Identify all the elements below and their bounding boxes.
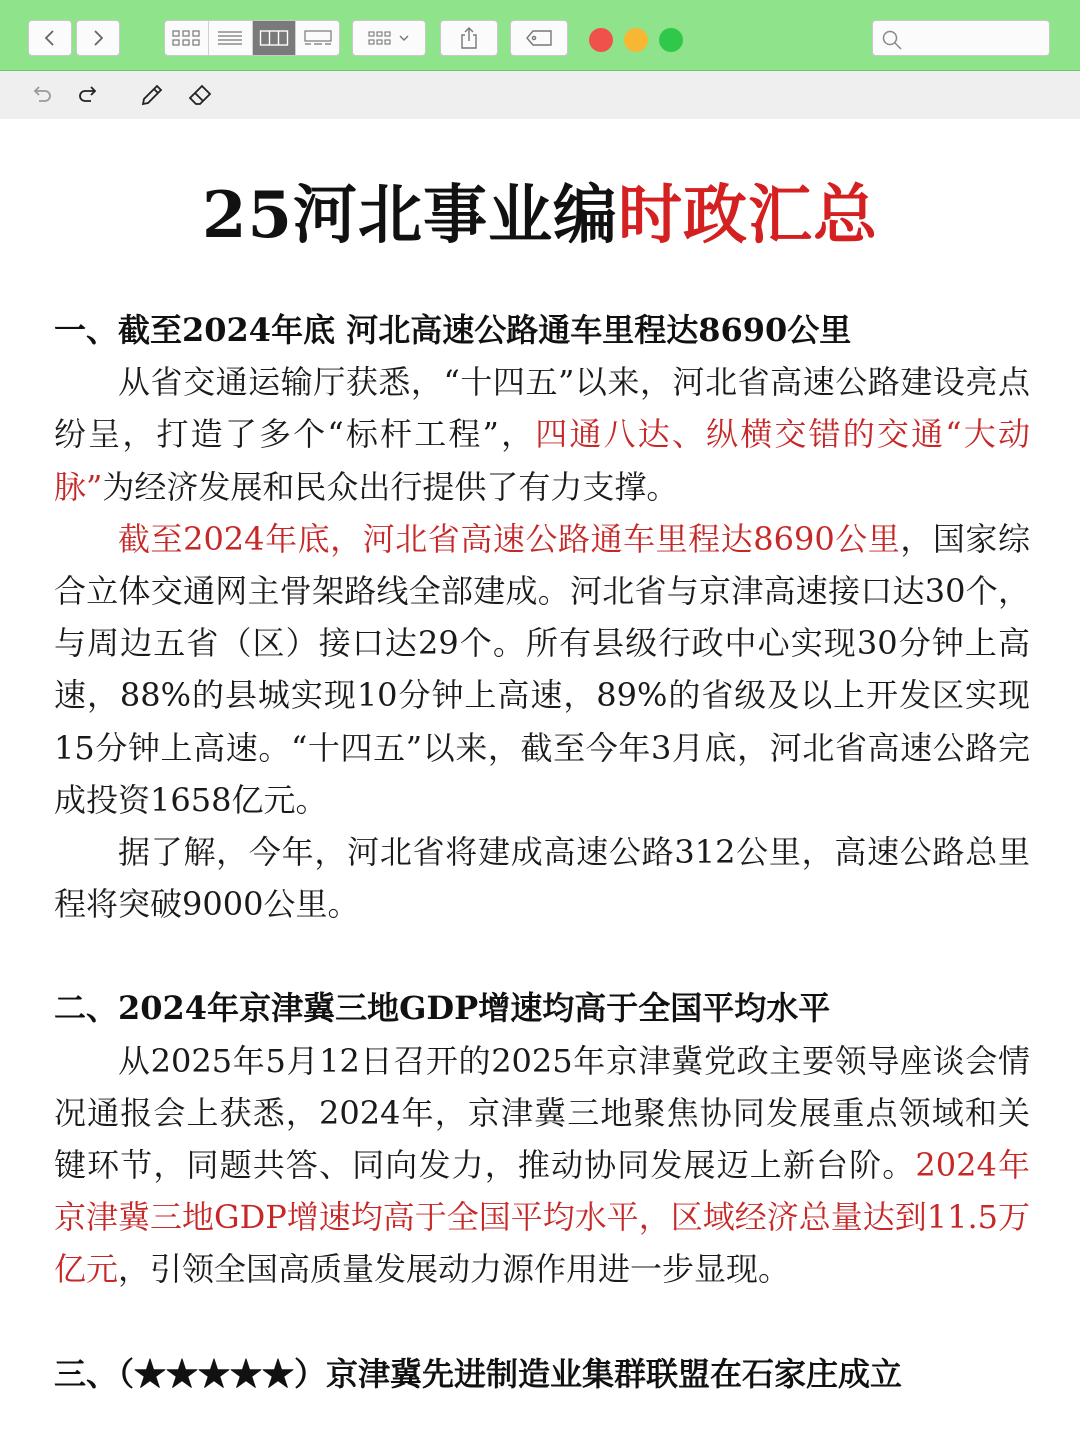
zoom-window-light[interactable] — [659, 28, 683, 52]
title-main: 25河北事业编 — [201, 178, 619, 253]
section-paragraph — [54, 356, 1030, 513]
highlighted-text: 截至2024年底，河北省高速公路通车里程达8690公里 — [118, 519, 901, 558]
section-heading: 一、截至2024年底 河北高速公路通车里程达8690公里 — [54, 311, 852, 349]
group-by-dropdown[interactable] — [352, 20, 426, 56]
title-accent: 时政汇总 — [618, 178, 879, 253]
body-text: 为经济发展和民众出行提供了有力支撑。 — [102, 467, 679, 506]
gallery-view-icon — [303, 29, 333, 47]
list-view-icon — [217, 29, 243, 47]
list-view-button[interactable] — [209, 21, 253, 55]
section-spacer — [54, 930, 1030, 982]
search-icon — [881, 29, 903, 51]
eraser-button[interactable] — [186, 81, 214, 109]
redo-icon — [76, 83, 100, 107]
chevron-left-icon — [40, 28, 60, 48]
page-title — [0, 176, 1080, 256]
back-button[interactable] — [28, 20, 72, 56]
view-mode-segmented-control — [164, 20, 340, 56]
section-paragraph — [54, 513, 1030, 826]
search-input[interactable] — [909, 25, 1045, 53]
pencil-icon — [139, 82, 165, 108]
share-button[interactable] — [440, 20, 498, 56]
body-text: 据了解，今年，河北省将建成高速公路312公里，高速公路总里程将突破9000公里。 — [54, 833, 1030, 924]
tag-icon — [525, 29, 553, 47]
body-text: 从省交通运输厅获悉，“十四五”以来，河北省高速公路建设亮点纷呈，打造了多个“标杆工程”， — [54, 363, 1030, 454]
eraser-icon — [187, 82, 213, 108]
section-spacer — [54, 1296, 1030, 1348]
undo-icon — [30, 83, 54, 107]
section-paragraph — [54, 826, 1030, 930]
minimize-window-light[interactable] — [624, 28, 648, 52]
tag-button[interactable] — [510, 20, 568, 56]
body-text: 从2025年5月12日召开的2025年京津冀党政主要领导座谈会情况通报会上获悉，2024年，京津冀三地聚焦协同发展重点领域和关键环节，同题共答、同向发力，推动协同发展迈上新台阶。 — [54, 1041, 1030, 1185]
gallery-view-button[interactable] — [296, 21, 339, 55]
redo-button[interactable] — [74, 81, 102, 109]
highlighted-text: 2024年京津冀三地GDP增速均高于全国平均水平，区域经济总量达到11.5万亿元 — [54, 1146, 1031, 1289]
share-icon — [458, 26, 480, 50]
pencil-button[interactable] — [138, 81, 166, 109]
close-window-light[interactable] — [589, 28, 613, 52]
search-field[interactable] — [872, 20, 1050, 56]
icon-view-icon — [171, 29, 201, 47]
section-heading: 二、2024年京津冀三地GDP增速均高于全国平均水平 — [54, 989, 831, 1028]
column-view-button[interactable] — [253, 21, 297, 55]
section-heading: 三、（★★★★★）京津冀先进制造业集群联盟在石家庄成立 — [54, 1354, 903, 1393]
forward-button[interactable] — [76, 20, 120, 56]
grid-dropdown-icon — [367, 29, 397, 47]
toolbar — [0, 0, 1080, 71]
chevron-down-icon — [397, 31, 411, 45]
undo-button[interactable] — [28, 81, 56, 109]
icon-view-button[interactable] — [165, 21, 209, 55]
chevron-right-icon — [88, 28, 108, 48]
section-paragraph — [54, 1035, 1030, 1296]
edit-toolbar — [0, 71, 1080, 119]
body-text: ，国家综合立体交通网主骨架路线全部建成。河北省与京津高速接口达30个，与周边五省（区）接口达29个。所有县级行政中心实现30分钟上高速，88%的县城实现10分钟上高速，89%的省级及以上开发区实现15分钟上高速。“十四五”以来，截至今年3月底，河北省高速公路完成投资1658亿元。 — [54, 519, 1030, 819]
document-body — [54, 304, 1030, 1400]
body-text: ，引领全国高质量发展动力源作用进一步显现。 — [118, 1250, 791, 1289]
column-view-icon — [259, 29, 289, 47]
highlighted-text: 四通八达、纵横交错的交通“大动脉” — [54, 415, 1030, 506]
